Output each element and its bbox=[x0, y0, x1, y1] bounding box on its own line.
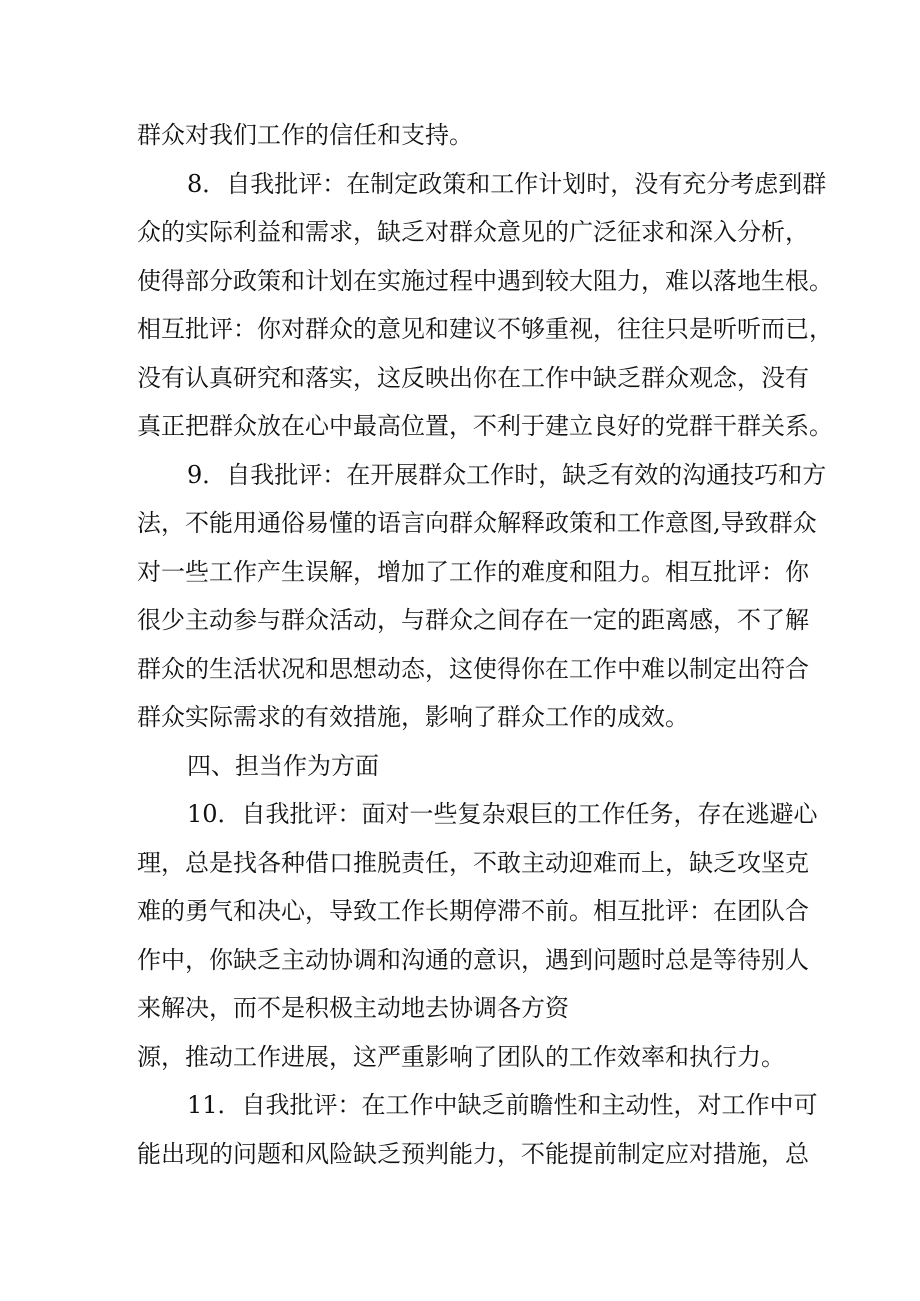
text-line: 作中，你缺乏主动协调和沟通的意识，遇到问题时总是等待别人 bbox=[137, 945, 809, 974]
text-line: 真正把群众放在心中最高位置，不利于建立良好的党群干群关系。 bbox=[137, 412, 833, 440]
text-line: 没有认真研究和落实，这反映出你在工作中缺乏群众观念，没有 bbox=[137, 363, 809, 392]
text-line: 群众的生活状况和思想动态，这使得你在工作中难以制定出符合 bbox=[137, 654, 809, 683]
text-line: 相互批评：你对群众的意见和建议不够重视，往往只是听听而已， bbox=[137, 315, 833, 343]
text-line: 能出现的问题和风险缺乏预判能力，不能提前制定应对措施，总 bbox=[137, 1139, 809, 1168]
section-heading: 四、担当作为方面 bbox=[187, 751, 379, 780]
text-line: 源，推动工作进展，这严重影响了团队的工作效率和执行力。 bbox=[137, 1042, 785, 1071]
document-body bbox=[137, 111, 833, 1178]
text-line: 群众对我们工作的信任和支持。 bbox=[137, 121, 473, 149]
text-line: 众的实际利益和需求，缺乏对群众意见的广泛征求和深入分析， bbox=[137, 218, 809, 246]
text-line: 群众实际需求的有效措施，影响了群众工作的成效。 bbox=[137, 703, 689, 731]
paragraph-9-start: 9．自我批评：在开展群众工作时，缺乏有效的沟通技巧和方 bbox=[187, 460, 827, 489]
text-line: 很少主动参与群众活动，与群众之间存在一定的距离感，不了解 bbox=[137, 606, 809, 634]
paragraph-8-start: 8．自我批评：在制定政策和工作计划时，没有充分考虑到群 bbox=[187, 169, 827, 198]
paragraph-10-start: 10．自我批评：面对一些复杂艰巨的工作任务，存在逃避心 bbox=[187, 800, 818, 828]
text-line: 理，总是找各种借口推脱责任，不敢主动迎难而上，缺乏攻坚克 bbox=[137, 848, 809, 877]
text-line: 使得部分政策和计划在实施过程中遇到较大阻力，难以落地生根。 bbox=[137, 266, 833, 295]
paragraph-11-start: 11．自我批评：在工作中缺乏前瞻性和主动性，对工作中可 bbox=[187, 1091, 818, 1119]
text-line: 来解决，而不是积极主动地去协调各方资 bbox=[137, 994, 569, 1022]
text-line: 对一些工作产生误解，增加了工作的难度和阻力。相互批评：你 bbox=[137, 557, 809, 586]
text-line: 难的勇气和决心，导致工作长期停滞不前。相互批评：在团队合 bbox=[137, 897, 809, 925]
text-line: 法，不能用通俗易懂的语言向群众解释政策和工作意图,导致群众 bbox=[137, 509, 817, 537]
